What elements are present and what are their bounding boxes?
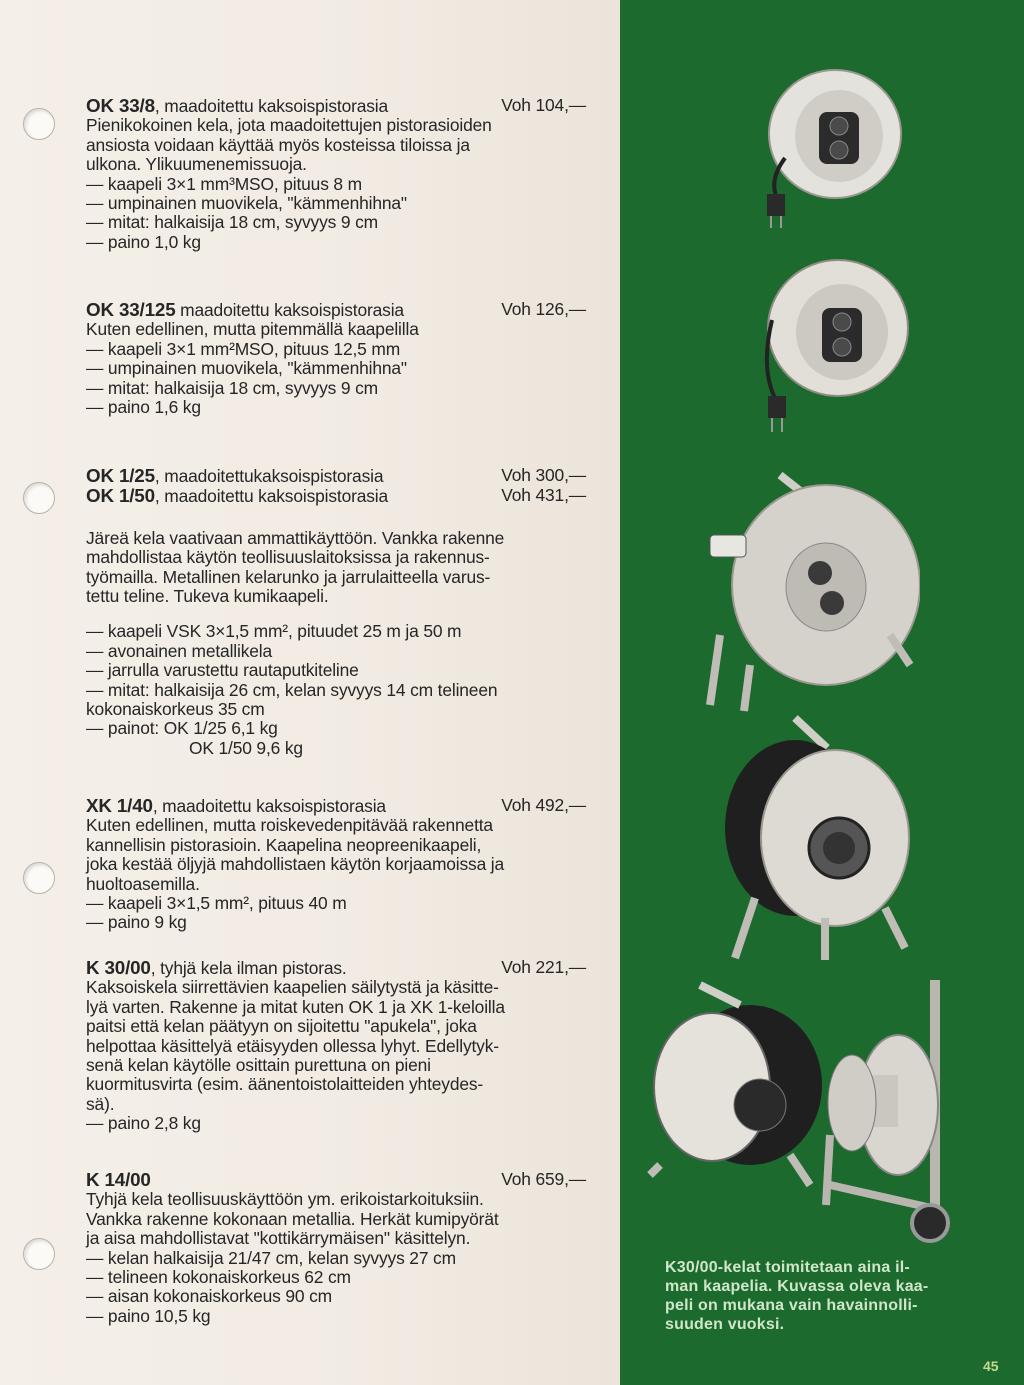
body-line: joka kestää öljyjä mahdollistaen käytön korjaamoissa ja <box>86 854 505 875</box>
product-code: OK 33/8 <box>86 95 155 116</box>
spec-item: — aisan kokonaiskorkeus 90 cm <box>86 1286 332 1307</box>
body-line: kannellisin pistorasioin. Kaapelina neopreenikaapeli, <box>86 834 482 855</box>
product-code: K 30/00 <box>86 957 151 978</box>
product-xk-1-40 <box>86 796 586 933</box>
body-line: huoltoasemilla. <box>86 873 200 894</box>
body-line: tettu teline. Tukeva kumikaapeli. <box>86 586 329 607</box>
body-line: Pienikokoinen kela, jota maadoitettujen pistorasioiden <box>86 115 492 136</box>
product-price: Voh 431,— <box>501 485 586 506</box>
spec-item: — umpinainen muovikela, "kämmenhihna" <box>86 358 407 379</box>
spec-item: — kaapeli 3×1,5 mm², pituus 40 m <box>86 893 347 914</box>
body-line: Järeä kela vaativaan ammattikäyttöön. Vankka rakenne <box>86 527 505 548</box>
spec-item: — paino 1,6 kg <box>86 397 201 418</box>
spec-item: kokonaiskorkeus 35 cm <box>86 699 265 720</box>
spec-item: — paino 10,5 kg <box>86 1305 211 1326</box>
body-line: helpottaa käsittelyä etäisyyden ollessa lyhyt. Edellytyk- <box>86 1035 499 1056</box>
product-k-30-00 <box>86 958 586 1134</box>
spec-item: — jarrulla varustettu rautaputkiteline <box>86 660 359 681</box>
product-price: Voh 300,— <box>501 465 586 485</box>
product-desc: , tyhjä kela ilman pistoras. <box>150 958 347 978</box>
spec-item: — kaapeli VSK 3×1,5 mm², pituudet 25 m ja 50 m <box>86 621 462 642</box>
product-price: Voh 659,— <box>501 1169 586 1189</box>
body-line: senä kelan käytölle osittain purettuna on pieni <box>86 1055 431 1076</box>
product-price: Voh 221,— <box>501 957 586 977</box>
body-line: lyä varten. Rakenne ja mitat kuten OK 1 ja XK 1-keloilla <box>86 996 505 1017</box>
product-ok-1 <box>86 466 586 758</box>
caption-line: K30/00-kelat toimitetaan aina il- <box>665 1259 910 1276</box>
spec-item: — kaapeli 3×1 mm²MSO, pituus 12,5 mm <box>86 338 401 359</box>
product-code: OK 1/50 <box>86 485 155 507</box>
product-code: XK 1/40 <box>86 795 153 816</box>
ok-1-reel-image <box>700 455 920 715</box>
body-line: mahdollistaa käytön teollisuuslaitoksissa ja rakennus- <box>86 547 490 568</box>
binder-hole <box>23 108 55 140</box>
body-line: Tyhjä kela teollisuuskäyttöön ym. erikoistarkoituksiin. <box>86 1189 484 1210</box>
body-line: ja aisa mahdollistavat "kottikärrymäisen" käsittelyn. <box>86 1228 471 1249</box>
body-line: Kaksoiskela siirrettävien kaapelien säilytystä ja käsitte- <box>86 977 499 998</box>
caption-line: suuden vuoksi. <box>665 1316 785 1333</box>
product-price: Voh 126,— <box>501 299 586 319</box>
ok-33-125-reel-image <box>752 250 912 440</box>
product-desc: , maadoitettu kaksoispistorasia <box>154 96 389 116</box>
body-line: Vankka rakenne kokonaan metallia. Herkät kumipyörät <box>86 1208 499 1229</box>
spec-item: — painot: OK 1/25 6,1 kg <box>86 718 278 739</box>
body-line: ansiosta voidaan käyttää myös kosteissa tiloissa ja <box>86 134 470 155</box>
product-code: K 14/00 <box>86 1169 151 1190</box>
body-line: sä). <box>86 1093 115 1114</box>
product-header <box>86 796 586 816</box>
product-ok-33-8 <box>86 96 586 252</box>
product-header <box>86 1170 586 1190</box>
product-header <box>86 300 586 320</box>
binder-hole <box>23 1238 55 1270</box>
ok-33-8-reel-image <box>755 62 905 232</box>
product-ok-33-125 <box>86 300 586 417</box>
spec-item: — paino 2,8 kg <box>86 1113 201 1134</box>
product-header <box>86 96 586 116</box>
spec-item: — telineen kokonaiskorkeus 62 cm <box>86 1267 351 1288</box>
product-header <box>86 958 586 978</box>
product-header <box>86 486 586 506</box>
product-price: Voh 104,— <box>501 95 586 115</box>
spec-item: — kelan halkaisija 21/47 cm, kelan syvyys 27 cm <box>86 1247 456 1268</box>
body-line: ulkona. Ylikuumenemissuoja. <box>86 154 307 175</box>
body-line: Kuten edellinen, mutta pitemmällä kaapelilla <box>86 319 419 340</box>
caption-line: peli on mukana vain havainnolli- <box>665 1297 918 1314</box>
product-k-14-00 <box>86 1170 586 1326</box>
product-desc: , maadoitettu kaksoispistorasia <box>154 486 389 507</box>
spec-item: — mitat: halkaisija 18 cm, syvyys 9 cm <box>86 377 378 398</box>
binder-hole <box>23 482 55 514</box>
product-code: OK 33/125 <box>86 299 176 320</box>
binder-hole <box>23 862 55 894</box>
k-30-00-and-k-14-00-image <box>640 975 980 1255</box>
spec-item: — avonainen metallikela <box>86 640 273 661</box>
spec-item: OK 1/50 9,6 kg <box>189 737 303 758</box>
body-line: Kuten edellinen, mutta roiskevedenpitävää rakennetta <box>86 815 493 836</box>
spec-item: — paino 1,0 kg <box>86 231 201 252</box>
product-code: OK 1/25 <box>86 465 155 486</box>
page-number: 45 <box>983 1358 999 1374</box>
body-line: paitsi että kelan päätyyn on sijoitettu "apukela", joka <box>86 1016 477 1037</box>
product-desc: , maadoitettukaksoispistorasia <box>154 466 384 486</box>
spec-item: — umpinainen muovikela, "kämmenhihna" <box>86 193 407 214</box>
spec-item: — paino 9 kg <box>86 912 187 933</box>
product-price: Voh 492,— <box>501 795 586 815</box>
xk-1-reel-image <box>715 708 915 963</box>
caption-line: man kaapelia. Kuvassa oleva kaa- <box>665 1278 929 1295</box>
photo-caption <box>665 1258 985 1334</box>
body-line: kuormitusvirta (esim. äänentoistolaitteiden yhteydes- <box>86 1074 484 1095</box>
spec-item: — kaapeli 3×1 mm³MSO, pituus 8 m <box>86 173 362 194</box>
product-desc: , maadoitettu kaksoispistorasia <box>152 796 386 816</box>
body-line: työmailla. Metallinen kelarunko ja jarrulaitteella varus- <box>86 566 491 587</box>
product-header <box>86 466 586 486</box>
spec-item: — mitat: halkaisija 26 cm, kelan syvyys 14 cm telineen <box>86 679 498 700</box>
product-desc: maadoitettu kaksoispistorasia <box>175 300 404 320</box>
spec-item: — mitat: halkaisija 18 cm, syvyys 9 cm <box>86 212 378 233</box>
